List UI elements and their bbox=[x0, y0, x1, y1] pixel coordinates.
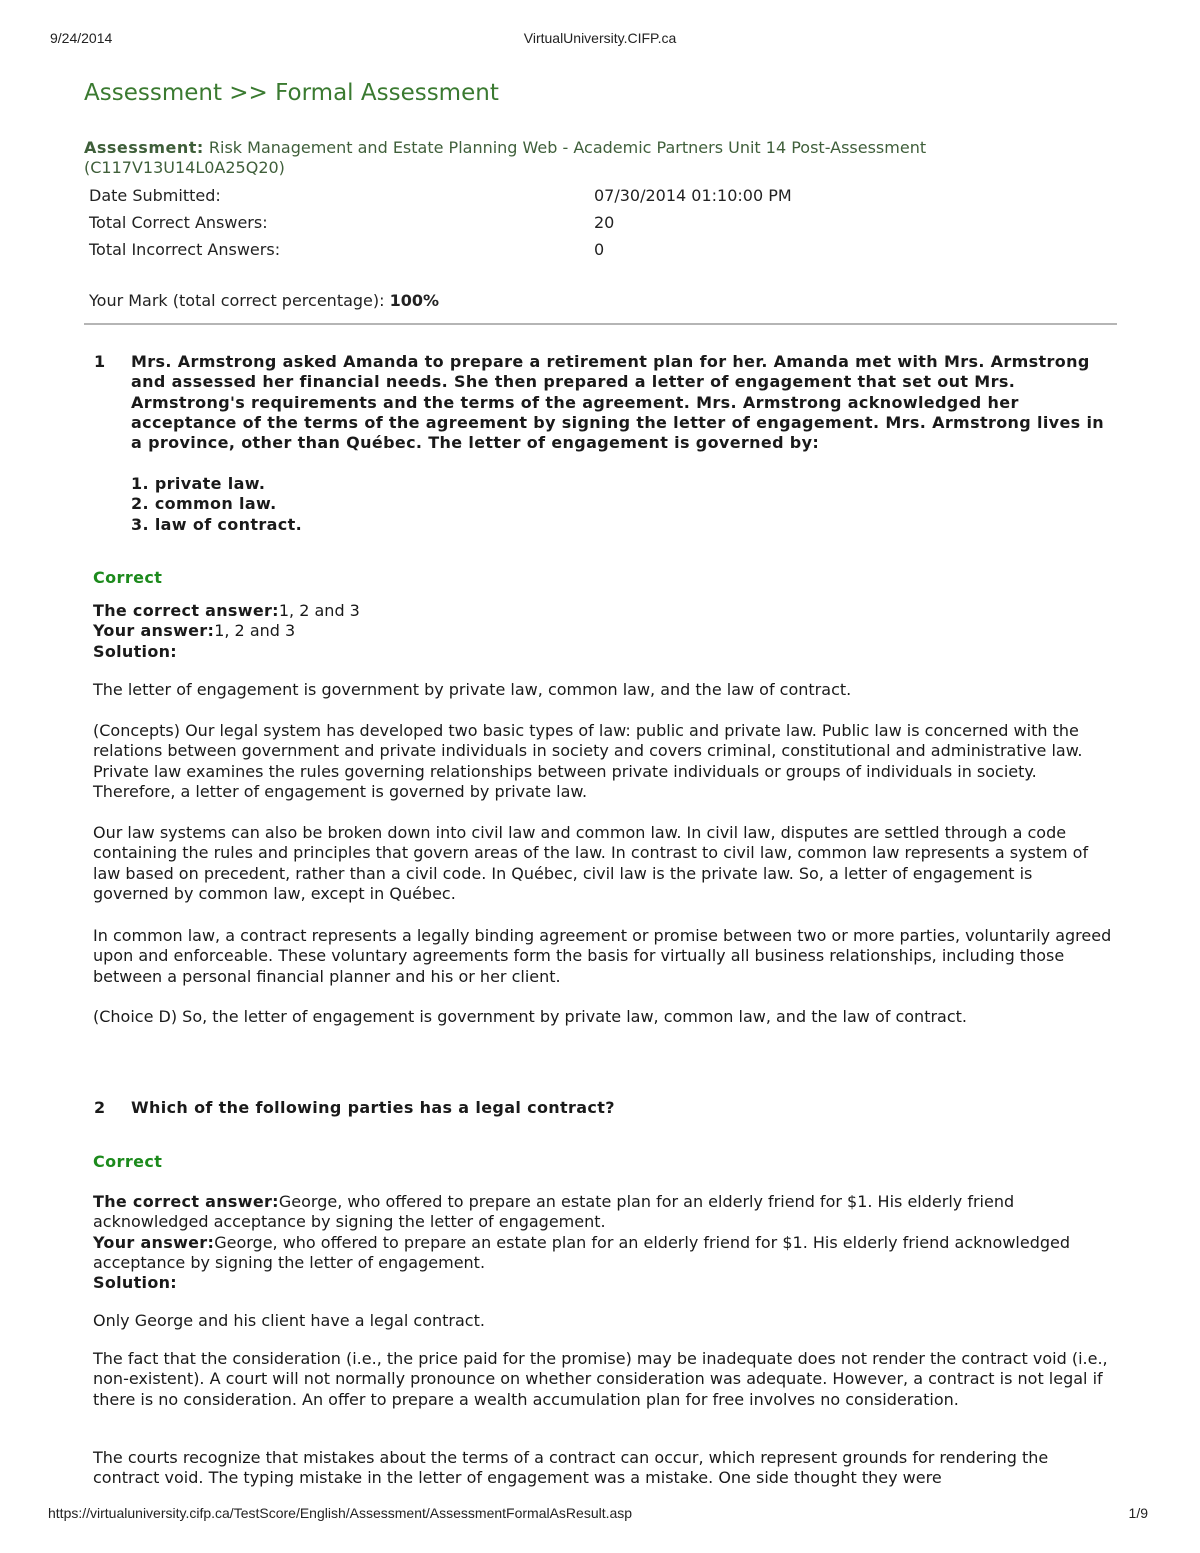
question-option: 3. law of contract. bbox=[131, 514, 303, 534]
page-title: Assessment >> Formal Assessment bbox=[84, 80, 499, 106]
your-answer-line bbox=[93, 1233, 1108, 1274]
correct-answer-line bbox=[93, 1192, 1108, 1233]
your-mark bbox=[89, 291, 439, 310]
assessment-info bbox=[84, 138, 1124, 178]
solution-label: Solution: bbox=[93, 641, 178, 661]
your-answer-value: 1, 2 and 3 bbox=[214, 621, 296, 641]
correct-answer-line bbox=[93, 601, 1108, 621]
answer-block bbox=[93, 1192, 1108, 1293]
solution-paragraph: In common law, a contract represents a legally binding agreement or promise between two or more parties, voluntarily agreed upon and enforceable. These voluntary agreements form the basis for virtually all business relationships, including those between a personal financial planner and his or her client. bbox=[93, 926, 1112, 986]
solution-paragraph: The courts recognize that mistakes about the terms of a contract can occur, which represent grounds for rendering the contract void. The typing mistake in the letter of engagement was a mistake. One side thought they were bbox=[93, 1448, 1049, 1488]
solution-label: Solution: bbox=[93, 1273, 178, 1293]
print-site-title: VirtualUniversity.CIFP.ca bbox=[523, 30, 677, 46]
summary-key: Total Incorrect Answers: bbox=[89, 240, 281, 259]
divider bbox=[84, 323, 1117, 325]
summary-value: 20 bbox=[594, 213, 615, 232]
correct-answer-value: George, who offered to prepare an estate plan for an elderly friend for $1. His elderly friend acknowledged acceptance by signing the letter of engagement. bbox=[93, 1192, 1015, 1232]
solution-paragraph: The fact that the consideration (i.e., the price paid for the promise) may be inadequate does not render the contract void (i.e., non-existent). A court will not normally pronounce on whether consideration was adequate. However, a contract is not legal if there is no consideration. An offer to prepare a wealth accumulation plan for free involves no consideration. bbox=[93, 1349, 1108, 1409]
question-text: Which of the following parties has a legal contract? bbox=[131, 1098, 615, 1117]
summary-value: 07/30/2014 01:10:00 PM bbox=[594, 186, 792, 205]
your-answer-line bbox=[93, 621, 1108, 641]
correct-answer-label: The correct answer: bbox=[93, 1192, 279, 1211]
question-number: 1 bbox=[94, 352, 106, 371]
solution-paragraph: (Choice D) So, the letter of engagement is government by private law, common law, and the law of contract. bbox=[93, 1007, 967, 1026]
solution-paragraph: (Concepts) Our legal system has developed two basic types of law: public and private law. Public law is concerned with the relations between government and private individuals in society and covers criminal, constitutional and administrative law. Private law examines the rules governing relationships between private individuals or groups of individuals in society. Therefore, a letter of engagement is governed by private law. bbox=[93, 721, 1083, 801]
question-option: 1. private law. bbox=[131, 474, 266, 493]
page-url: https://virtualuniversity.cifp.ca/TestScore/English/Assessment/AssessmentFormalAsResult.asp bbox=[48, 1505, 633, 1521]
question-number: 2 bbox=[94, 1098, 106, 1117]
summary-row bbox=[89, 213, 849, 240]
assessment-label: Assessment: bbox=[84, 138, 204, 157]
mark-value: 100% bbox=[389, 291, 440, 310]
correct-answer-label: The correct answer: bbox=[93, 601, 279, 620]
assessment-name: Risk Management and Estate Planning Web - Academic Partners Unit 14 Post-Assessment (C117V13U14L0A25Q20) bbox=[84, 138, 927, 177]
mark-label: Your Mark (total correct percentage): bbox=[89, 291, 385, 310]
summary-row bbox=[89, 240, 849, 267]
result-status: Correct bbox=[93, 1152, 163, 1171]
solution-paragraph: The letter of engagement is government by private law, common law, and the law of contract. bbox=[93, 680, 852, 699]
print-date: 9/24/2014 bbox=[50, 30, 113, 46]
question-options bbox=[131, 474, 302, 535]
summary-key: Date Submitted: bbox=[89, 186, 221, 205]
page-number: 1/9 bbox=[1128, 1505, 1148, 1521]
print-footer bbox=[0, 1505, 1200, 1525]
question-text: Mrs. Armstrong asked Amanda to prepare a retirement plan for her. Amanda met with Mrs. Armstrong and assessed her financial needs. She then prepared a letter of engagement that set out Mrs. Armstrong's requirements and the terms of the agreement. Mrs. Armstrong acknowledged her acceptance of the terms of the agreement by signing the letter of engagement. Mrs. Armstrong lives in a province, other than Québec. The letter of engagement is governed by: bbox=[131, 352, 1105, 453]
solution-paragraph: Only George and his client have a legal contract. bbox=[93, 1311, 485, 1330]
answer-block bbox=[93, 601, 1108, 662]
summary-row bbox=[89, 186, 849, 213]
your-answer-value: George, who offered to prepare an estate plan for an elderly friend for $1. His elderly friend acknowledged acceptance by signing the letter of engagement. bbox=[93, 1232, 1071, 1272]
your-answer-label: Your answer: bbox=[93, 1232, 215, 1252]
summary-key: Total Correct Answers: bbox=[89, 213, 268, 232]
correct-answer-value: 1, 2 and 3 bbox=[278, 601, 360, 620]
your-answer-label: Your answer: bbox=[93, 621, 215, 641]
print-header bbox=[0, 30, 1200, 50]
result-status: Correct bbox=[93, 568, 163, 587]
solution-paragraph: Our law systems can also be broken down into civil law and common law. In civil law, disputes are settled through a code containing the rules and principles that govern areas of the law. In contrast to civil law, common law represents a system of law based on precedent, rather than a civil code. In Québec, civil law is the private law. So, a letter of engagement is governed by common law, except in Québec. bbox=[93, 823, 1089, 903]
summary-table bbox=[89, 186, 849, 267]
question-option: 2. common law. bbox=[131, 494, 277, 514]
summary-value: 0 bbox=[594, 240, 605, 259]
